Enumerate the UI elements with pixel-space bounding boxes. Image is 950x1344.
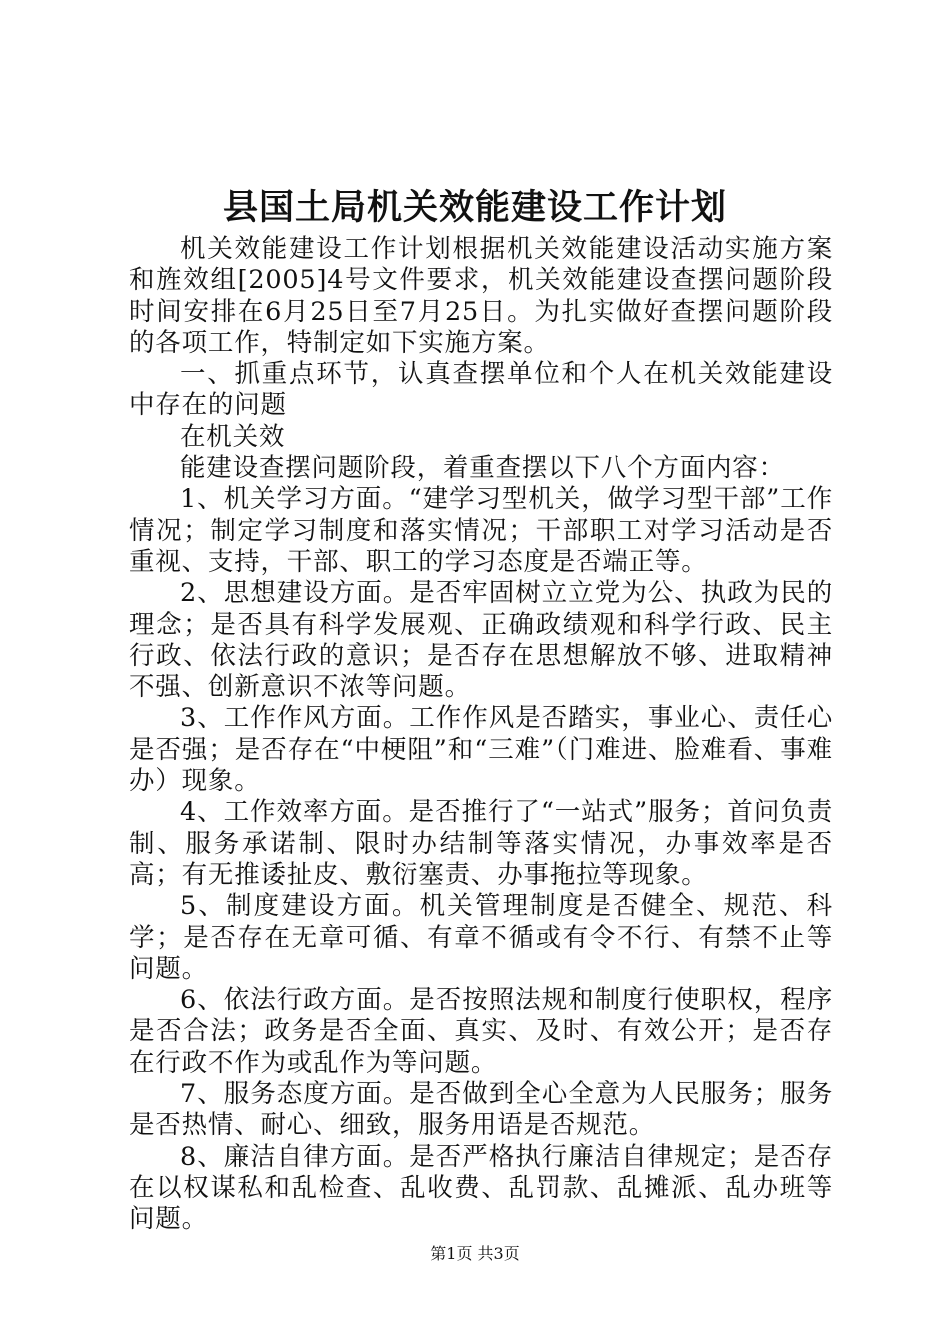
list-item-institution: 5、制度建设方面。机关管理制度是否健全、规范、科学；是否存在无章可循、有章不循或有令不行、有禁不止等问题。 xyxy=(129,891,833,984)
list-item-law: 6、依法行政方面。是否按照法规和制度行使职权，程序是否合法；政务是否全面、真实、及时、有效公开；是否存在行政不作为或乱作为等问题。 xyxy=(129,985,833,1078)
list-item-ideology: 2、思想建设方面。是否牢固树立立党为公、执政为民的理念；是否具有科学发展观、正确政绩观和科学行政、民主行政、依法行政的意识；是否存在思想解放不够、进取精神不强、创新意识不浓等问题。 xyxy=(129,578,833,703)
section-heading-1: 一、抓重点环节，认真查摆单位和个人在机关效能建设中存在的问题 xyxy=(129,359,833,421)
document-title: 县国土局机关效能建设工作计划 xyxy=(222,187,727,228)
document-body xyxy=(129,234,833,1236)
page-number: 第1页 共3页 xyxy=(430,1244,520,1263)
paragraph-fragment: 在机关效 xyxy=(180,421,286,452)
list-item-efficiency: 4、工作效率方面。是否推行了“一站式”服务；首问负责制、服务承诺制、限时办结制等落实情况，办事效率是否高；有无推诿扯皮、敷衍塞责、办事拖拉等现象。 xyxy=(129,797,833,890)
list-item-integrity: 8、廉洁自律方面。是否严格执行廉洁自律规定；是否存在以权谋私和乱检查、乱收费、乱罚款、乱摊派、乱办班等问题。 xyxy=(129,1141,833,1235)
list-item-study: 1、机关学习方面。“建学习型机关，做学习型干部”工作情况；制定学习制度和落实情况；干部职工对学习活动是否重视、支持，干部、职工的学习态度是否端正等。 xyxy=(129,484,833,577)
list-item-work-style: 3、工作作风方面。工作作风是否踏实，事业心、责任心是否强；是否存在“中梗阻”和“三难”（门难进、脸难看、事难办）现象。 xyxy=(129,703,833,797)
paragraph-intro: 机关效能建设工作计划根据机关效能建设活动实施方案和旌效组[2005]4号文件要求，机关效能建设查摆问题阶段时间安排在6月25日至7月25日。为扎实做好查摆问题阶段的各项工作，特制定如下实施方案。 xyxy=(129,234,833,358)
paragraph-overview: 能建设查摆问题阶段，着重查摆以下八个方面内容： xyxy=(180,453,785,484)
list-item-service: 7、服务态度方面。是否做到全心全意为人民服务；服务是否热情、耐心、细致，服务用语是否规范。 xyxy=(129,1079,833,1141)
